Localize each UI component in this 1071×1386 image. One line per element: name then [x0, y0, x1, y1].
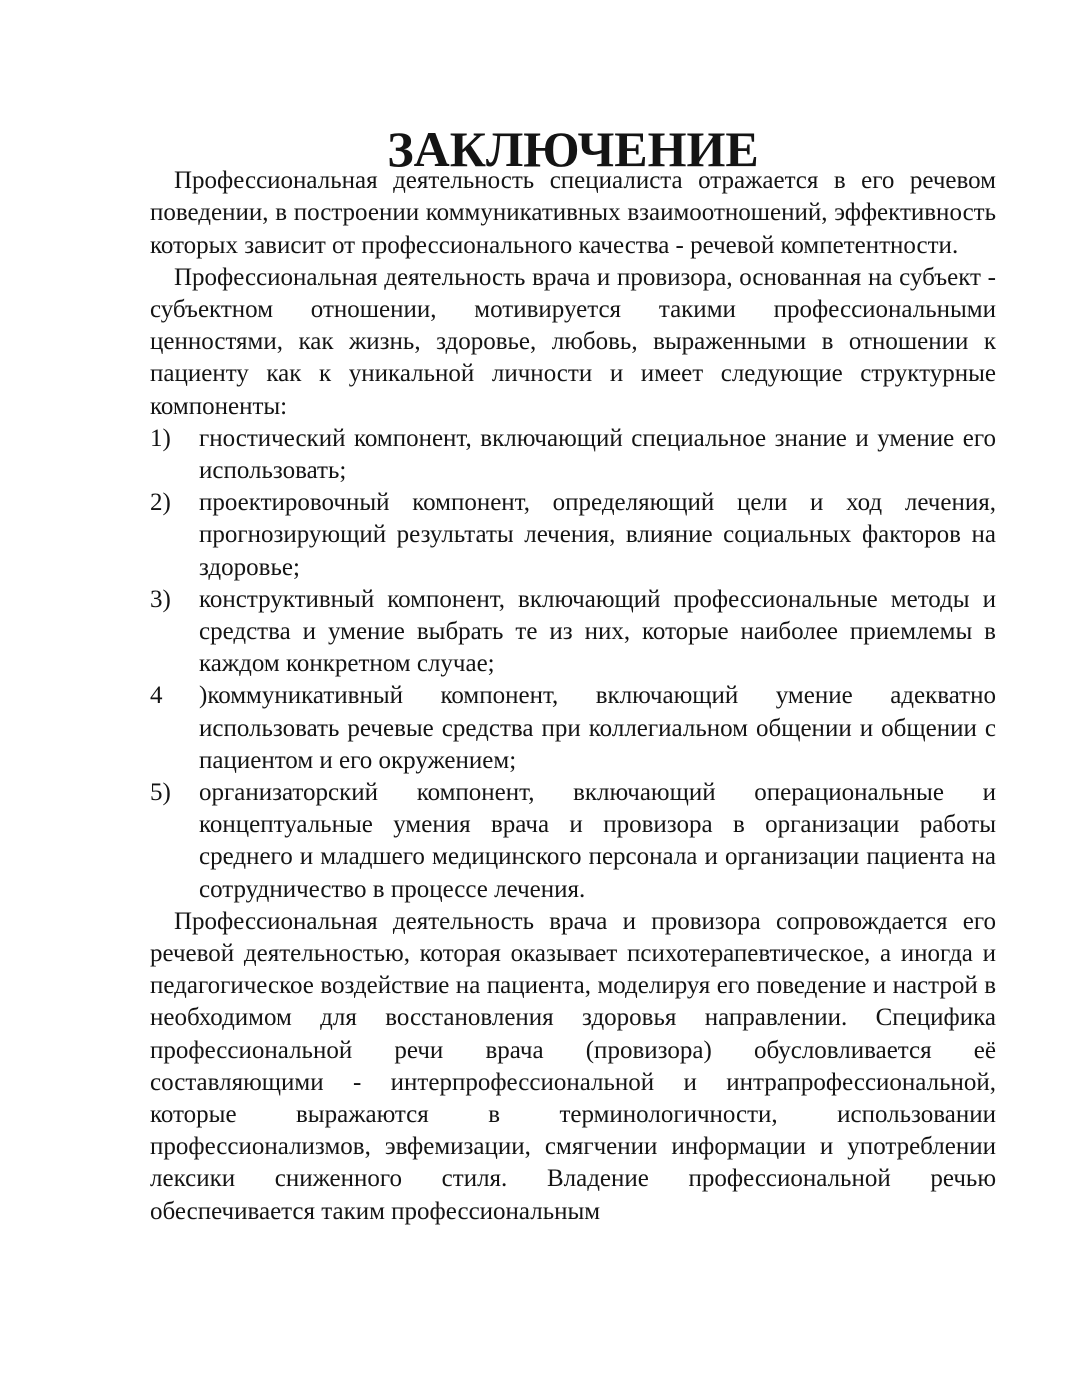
list-item-text: проектировочный компонент, определяющий цели и ход лечения, прогнозирующий результаты лечения, влияние социальных факторов на здоровье; — [199, 489, 996, 581]
list-item-number: 4 — [150, 682, 163, 710]
list-item-number: 1) — [150, 424, 171, 452]
list-item — [150, 584, 996, 681]
paragraph-components-lead: Профессиональная деятельность врача и провизора, основанная на субъект - субъектном отношении, мотивируется такими профессиональными ценностями, как жизнь, здоровье, любовь, выраженными в отношении к пациенту как к уникальной личности и имеет следующие структурные компоненты: — [150, 263, 996, 420]
list-item — [150, 680, 996, 777]
list-item-number: 5) — [150, 779, 171, 807]
list-item — [150, 423, 996, 487]
list-item-text: гностический компонент, включающий специальное знание и умение его использовать; — [199, 424, 996, 485]
list-item-number: 3) — [150, 585, 171, 613]
list-item-number: 2) — [150, 489, 171, 517]
list-item — [150, 777, 996, 906]
document-page — [150, 121, 996, 1228]
list-item-text: организаторский компонент, включающий операциональные и концептуальные умения врача и провизора в организации работы среднего и младшего медицинского персонала и организации пациента на сотрудничество в процессе лечения. — [199, 779, 996, 903]
list-item-text: )коммуникативный компонент, включающий умение адекватно использовать речевые средства при коллегиальном общении и общении с пациентом и его окружением; — [199, 682, 996, 774]
components-list — [150, 423, 996, 906]
list-item — [150, 487, 996, 584]
paragraph-intro: Профессиональная деятельность специалиста отражается в его речевом поведении, в построении коммуникативных взаимоотношений, эффективность которых зависит от профессионального качества - речевой компетентности. — [150, 167, 996, 259]
list-item-text: конструктивный компонент, включающий профессиональные методы и средства и умение выбрать те из них, которые наиболее приемлемы в каждом конкретном случае; — [199, 585, 996, 678]
paragraph-speech-activity: Профессиональная деятельность врача и провизора сопровождается его речевой деятельностью, которая оказывает психотерапевтическое, а иногда и педагогическое воздействие на пациента, моделируя его поведение и настрой в необходимом для восстановления здоровья направлении. Специфика профессиональной речи врача (провизора) обусловливается её составляющими - интерпрофессиональной и интрапрофессиональной, которые выражаются в терминологичности, использовании профессионализмов, эвфемизации, смягчении информации и употреблении лексики сниженного стиля. Владение профессиональной речью обеспечивается таким профессиональным — [150, 907, 996, 1225]
document-title: ЗАКЛЮЧЕНИЕ — [387, 121, 759, 177]
